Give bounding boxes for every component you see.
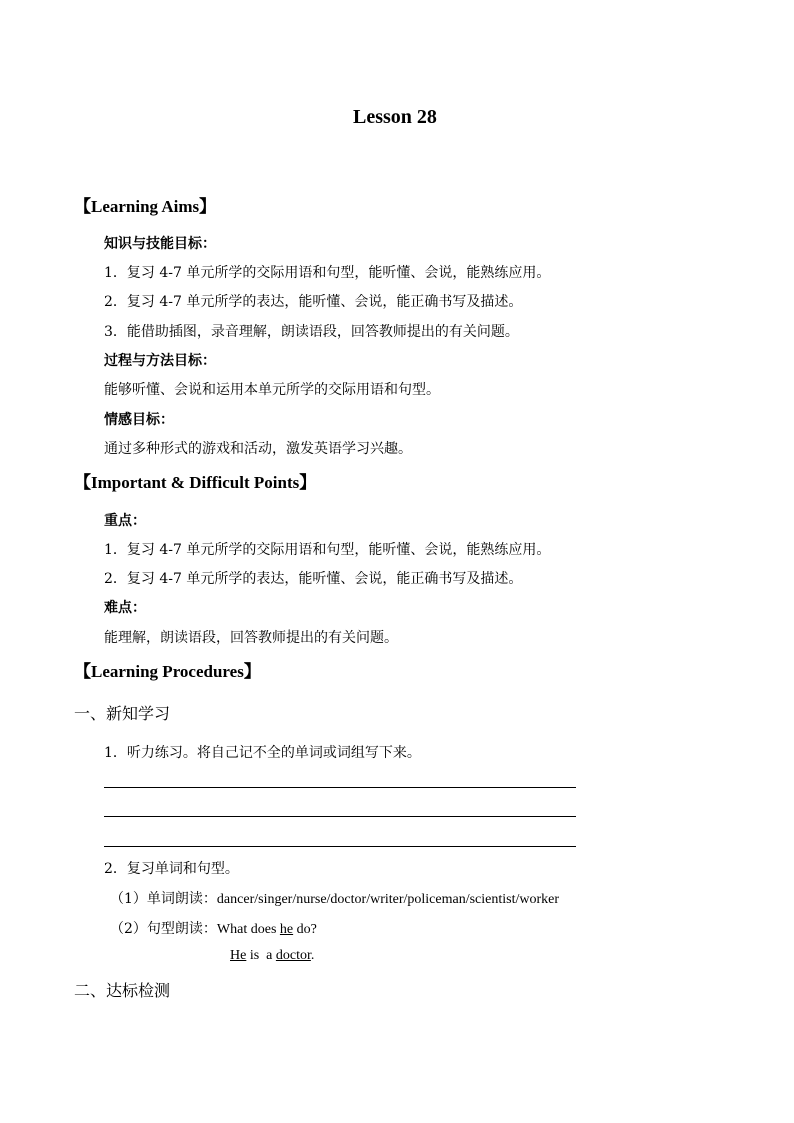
answer-line-1[interactable]	[104, 787, 576, 788]
assessment-heading: 二、达标检测	[74, 981, 171, 1000]
word-reading-row	[110, 888, 559, 908]
learning-procedures-heading: 【Learning Procedures】	[74, 662, 261, 681]
listening-exercise-item: 1．听力练习。将自己记不全的单词或词组写下来。	[104, 745, 421, 761]
page-title: Lesson 28	[353, 106, 437, 128]
answer-sentence: He is a doctor.	[230, 948, 315, 963]
emotion-text: 通过多种形式的游戏和活动，激发英语学习兴趣。	[104, 441, 412, 457]
new-knowledge-heading: 一、新知学习	[74, 704, 171, 723]
key-point-1: 1．复习 4-7 单元所学的交际用语和句型，能听懂、会说，能熟练应用。	[104, 542, 551, 558]
question-text: What does he do?	[216, 922, 317, 937]
process-method-heading: 过程与方法目标：	[104, 353, 216, 369]
emotion-heading: 情感目标：	[104, 412, 174, 428]
knowledge-item-3: 3．能借助插图，录音理解，朗读语段，回答教师提出的有关问题。	[104, 324, 519, 340]
key-point-2: 2．复习 4-7 单元所学的表达，能听懂、会说，能正确书写及描述。	[104, 571, 523, 587]
difficult-points-heading: 难点：	[104, 600, 146, 616]
answer-line-2[interactable]	[104, 816, 576, 817]
knowledge-item-2: 2．复习 4-7 单元所学的表达，能听懂、会说，能正确书写及描述。	[104, 294, 523, 310]
process-method-text: 能够听懂、会说和运用本单元所学的交际用语和句型。	[104, 382, 440, 398]
learning-aims-heading: 【Learning Aims】	[74, 197, 217, 216]
knowledge-item-1: 1．复习 4-7 单元所学的交际用语和句型，能听懂、会说，能熟练应用。	[104, 265, 551, 281]
key-points-heading: 重点：	[104, 513, 146, 529]
difficult-points-text: 能理解，朗读语段，回答教师提出的有关问题。	[104, 630, 398, 646]
important-points-heading: 【Important & Difficult Points】	[74, 473, 317, 492]
word-reading-label: （1）单词朗读：	[110, 891, 217, 907]
word-list: dancer/singer/nurse/doctor/writer/policeman/scientist/worker	[216, 892, 560, 907]
knowledge-skill-heading: 知识与技能目标：	[104, 236, 216, 252]
sentence-reading-label: （2）句型朗读：	[110, 921, 217, 937]
answer-line-3[interactable]	[104, 846, 576, 847]
sentence-reading-row	[110, 918, 317, 938]
review-item: 2．复习单词和句型。	[104, 861, 239, 877]
